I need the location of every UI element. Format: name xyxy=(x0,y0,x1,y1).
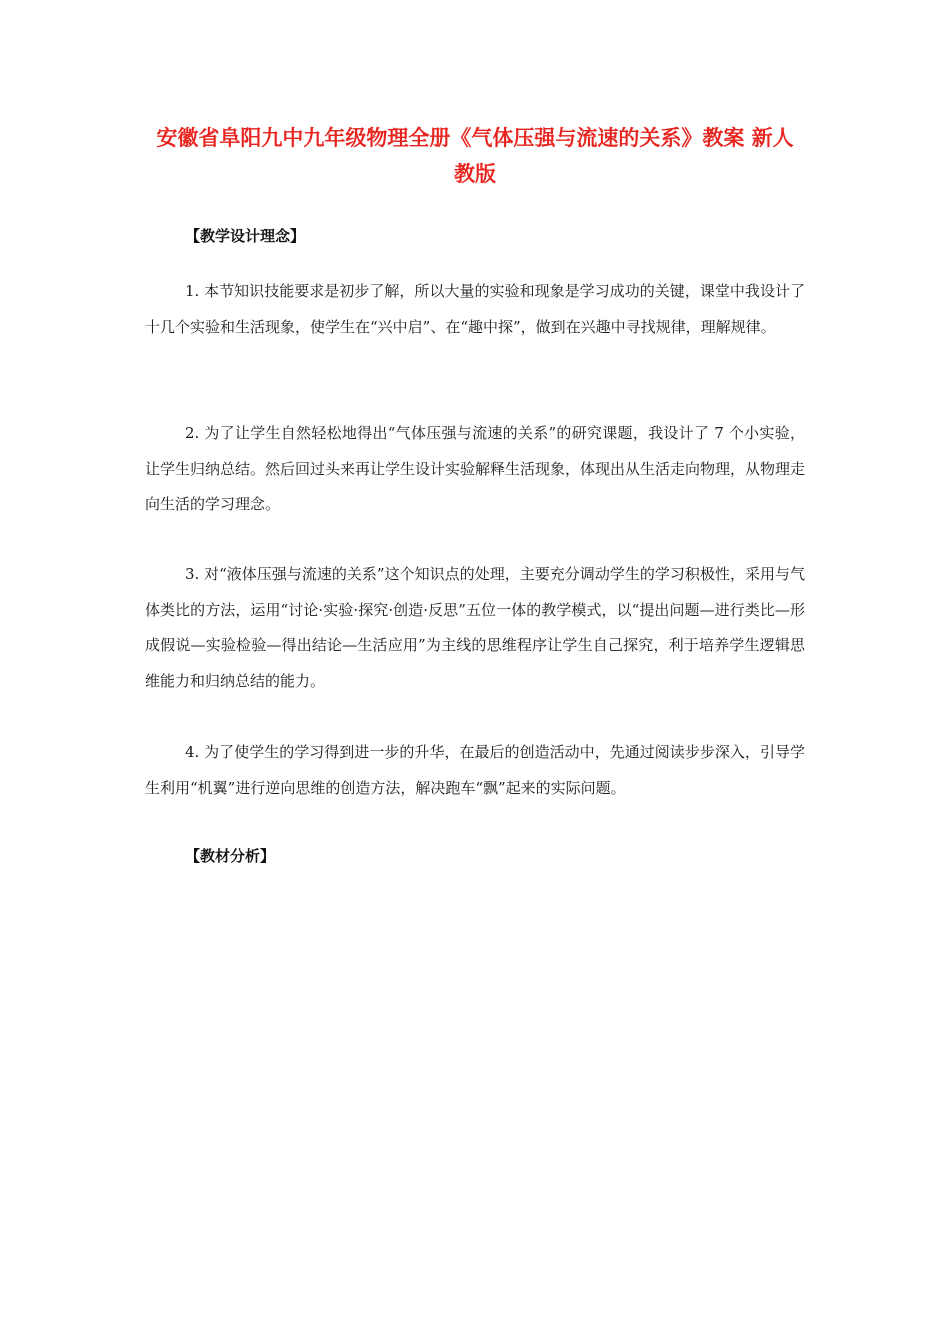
paragraph-2: 2. 为了让学生自然轻松地得出“气体压强与流速的关系”的研究课题，我设计了 7 个小实验，让学生归纳总结。然后回过头来再让学生设计实验解释生活现象，体现出从生活走向物理，从物理走向生活的学习理念。 xyxy=(145,424,806,513)
section-heading-textbook-analysis: 【教材分析】 xyxy=(185,847,276,865)
paragraph-4: 4. 为了使学生的学习得到进一步的升华，在最后的创造活动中，先通过阅读步步深入，引导学生利用“机翼”进行逆向思维的创造方法，解决跑车“飘”起来的实际问题。 xyxy=(145,743,805,797)
paragraph-3: 3. 对“液体压强与流速的关系”这个知识点的处理，主要充分调动学生的学习积极性，采用与气体类比的方法，运用“讨论·实验·探究·创造·反思”五位一体的教学模式，以“提出问题—进行类比—形成假说—实验检验—得出结论—生活应用”为主线的思维程序让学生自己探究，利于培养学生逻辑思维能力和归纳总结的能力。 xyxy=(145,565,805,690)
paragraph-1: 1. 本节知识技能要求是初步了解，所以大量的实验和现象是学习成功的关键，课堂中我设计了十几个实验和生活现象，使学生在“兴中启”、在“趣中探”，做到在兴趣中寻找规律，理解规律。 xyxy=(145,282,805,336)
document-title: 安徽省阜阳九中九年级物理全册《气体压强与流速的关系》教案 新人教版 xyxy=(156,126,794,186)
section-heading-design-concept: 【教学设计理念】 xyxy=(185,227,306,245)
